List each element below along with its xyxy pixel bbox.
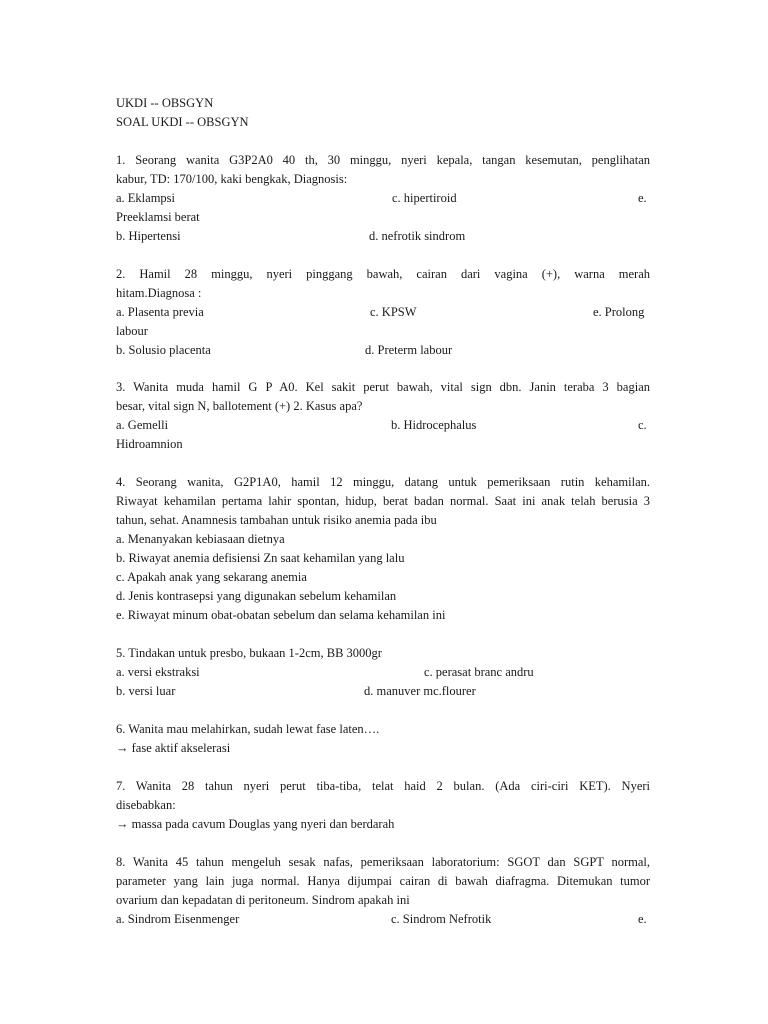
document-title: UKDI -- OBSGYN: [116, 96, 214, 110]
question-4-text-line-3: tahun, sehat. Anamnesis tambahan untuk risiko anemia pada ibu: [116, 513, 437, 527]
question-4-option-c: c. Apakah anak yang sekarang anemia: [116, 570, 307, 584]
question-6-answer: → fase aktif akselerasi: [116, 741, 231, 755]
question-7-text-line-1: 7. Wanita 28 tahun nyeri perut tiba-tiba, telat haid 2 bulan. (Ada ciri-ciri KET). Nyeri: [116, 779, 650, 793]
question-3-text-line-1: 3. Wanita muda hamil G P A0. Kel sakit perut bawah, vital sign dbn. Janin teraba 3 bagian: [116, 380, 650, 394]
question-1-text-line-1: 1. Seorang wanita G3P2A0 40 th, 30 minggu, nyeri kepala, tangan kesemutan, penglihatan: [116, 153, 650, 167]
question-2-option-e-marker: e. Prolong: [593, 305, 645, 319]
question-2-option-e-text: labour: [116, 324, 148, 338]
question-1-option-d: d. nefrotik sindrom: [369, 229, 466, 243]
question-8-option-c: c. Sindrom Nefrotik: [391, 912, 492, 926]
question-2-text-line-1: 2. Hamil 28 minggu, nyeri pinggang bawah, cairan dari vagina (+), warna merah: [116, 267, 650, 281]
question-4-text-line-1: 4. Seorang wanita, G2P1A0, hamil 12 minggu, datang untuk pemeriksaan rutin kehamilan.: [116, 475, 650, 489]
document-subtitle: SOAL UKDI -- OBSGYN: [116, 115, 249, 129]
question-3-option-b: b. Hidrocephalus: [391, 418, 477, 432]
question-2-option-c: c. KPSW: [370, 305, 417, 319]
question-6-text-line-1: 6. Wanita mau melahirkan, sudah lewat fase laten….: [116, 722, 380, 736]
question-3-text-line-2: besar, vital sign N, ballotement (+) 2. Kasus apa?: [116, 399, 363, 413]
question-3-option-c-marker: c.: [638, 418, 647, 432]
question-2-option-b: b. Solusio placenta: [116, 343, 211, 357]
question-2-option-a: a. Plasenta previa: [116, 305, 204, 319]
question-1-option-b: b. Hipertensi: [116, 229, 181, 243]
question-7-answer: → massa pada cavum Douglas yang nyeri dan berdarah: [116, 817, 395, 831]
question-8-option-e-marker: e.: [638, 912, 647, 926]
question-7-text-line-2: disebabkan:: [116, 798, 176, 812]
question-4-option-a: a. Menanyakan kebiasaan dietnya: [116, 532, 285, 546]
question-1-option-e-marker: e.: [638, 191, 647, 205]
question-5-option-c: c. perasat branc andru: [424, 665, 534, 679]
question-5-option-d: d. manuver mc.flourer: [364, 684, 476, 698]
question-1-option-a: a. Eklampsi: [116, 191, 176, 205]
question-3-option-c-text: Hidroamnion: [116, 437, 183, 451]
question-8-option-a: a. Sindrom Eisenmenger: [116, 912, 240, 926]
question-5-option-a: a. versi ekstraksi: [116, 665, 200, 679]
question-4-option-d: d. Jenis kontrasepsi yang digunakan sebelum kehamilan: [116, 589, 397, 603]
question-2-text-line-2: hitam.Diagnosa :: [116, 286, 202, 300]
question-1-option-c: c. hipertiroid: [392, 191, 457, 205]
question-8-text-line-1: 8. Wanita 45 tahun mengeluh sesak nafas, pemeriksaan laboratorium: SGOT dan SGPT normal,: [116, 855, 650, 869]
question-8-text-line-2: parameter yang lain juga normal. Hanya dijumpai cairan di bawah diafragma. Ditemukan tumor: [116, 874, 650, 888]
question-5-text-line-1: 5. Tindakan untuk presbo, bukaan 1-2cm, BB 3000gr: [116, 646, 382, 660]
question-5-option-b: b. versi luar: [116, 684, 176, 698]
question-8-text-line-3: ovarium dan kepadatan di peritoneum. Sindrom apakah ini: [116, 893, 410, 907]
question-3-option-a: a. Gemelli: [116, 418, 169, 432]
question-4-option-e: e. Riwayat minum obat-obatan sebelum dan selama kehamilan ini: [116, 608, 446, 622]
question-1-option-e-text: Preeklamsi berat: [116, 210, 200, 224]
question-4-text-line-2: Riwayat kehamilan pertama lahir spontan, hidup, berat badan normal. Saat ini anak telah berusia 3: [116, 494, 650, 508]
question-1-text-line-2: kabur, TD: 170/100, kaki bengkak, Diagnosis:: [116, 172, 348, 186]
question-4-option-b: b. Riwayat anemia defisiensi Zn saat kehamilan yang lalu: [116, 551, 405, 565]
question-2-option-d: d. Preterm labour: [365, 343, 453, 357]
